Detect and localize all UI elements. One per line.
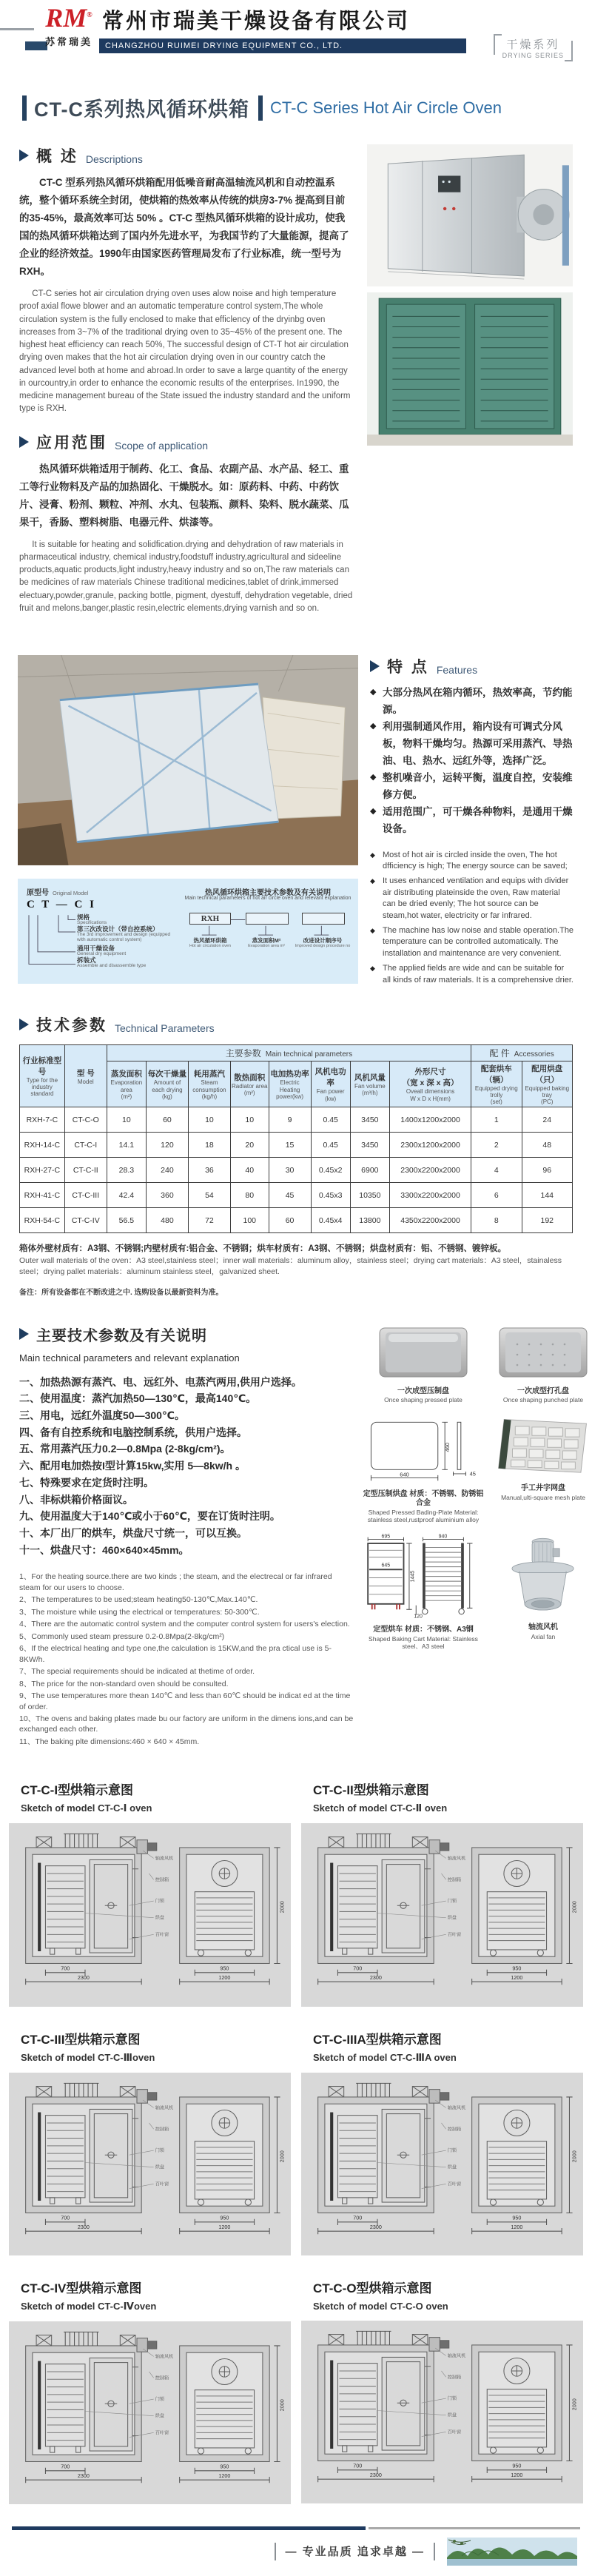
footer-rule [12,2526,580,2530]
list-item: 3、The moisture while using the electrical or temperatures: 50-300℃. [19,1607,260,1617]
sketch-title-en: Sketch of model CT-C-Ⅳoven [21,2300,157,2312]
group-accessories: 配 件 Accessories [471,1044,573,1061]
list-item: 四、备有自控系统和电脑控制系统，供用户选择。 [19,1426,247,1438]
group-main-params: 主要参数 Main technical parameters [107,1044,471,1061]
list-item: 六、配用电加热按I型计算15kw,实用 5—8kw/h 。 [19,1460,246,1472]
product-title [22,93,592,122]
feature-item: ◆ 大部分热风在箱内循环，热效率高，节约能源。 [370,685,574,719]
company-logo [43,4,95,48]
wrapped-equipment-photo [18,655,358,865]
table-row [20,1183,573,1208]
axial-fan-caption-cn: 轴流风机 [528,1623,558,1631]
model-explanation-box [18,879,358,984]
main-params-heading [19,1324,354,1345]
sketch-ct-c-4 [9,2278,291,2504]
tech-params-section [0,1013,592,1297]
cell: 240 [146,1158,188,1183]
cell: CT-C-IV [64,1208,107,1233]
overview-text-column [19,144,354,630]
cart-drawing [360,1534,487,1620]
pressed-plate-photo [375,1324,471,1381]
product-title-en: CT-C Series Hot Air Circle Oven [270,98,502,117]
feature-item: ◆ The machine has low noise and stable operation.The temperature can be controlled automatically. The installation and maintenance are very convenient. [370,925,574,959]
shaped-plate-caption-cn: 定型压制烘盘 材质：不锈钢、防锈铝合金 [363,1489,484,1508]
features-column [370,655,574,990]
rxh-title-cn: 热风循环烘箱主要技术参数及有关说明 [205,888,331,897]
cell: 24 [522,1107,572,1133]
rxh-diagram [184,886,352,976]
feature-item: ◆ 利用强制通风作用，箱内设有可调式分风板，物料干燥均匀。热源可采用蒸汽、导热油、电、热水、远红外等，选择广泛。 [370,719,574,770]
svg-text:640: 640 [400,1472,409,1479]
cell: 0.45x3 [311,1183,350,1208]
col-tray: 配用烘盘 （只） Equipped baking tray (PC) [522,1061,572,1107]
col-evaporation: 蒸发面积 Evaporation area (m²) [107,1061,146,1107]
landscape-photo [447,2538,577,2566]
sketch-ct-c-3a [301,2029,583,2255]
sketch-panel [9,2073,291,2255]
sketch-title-cn: CT-C-I型烘箱示意图 [21,1783,134,1798]
list-item: 5、Commonly used steam pressure 0.2-0.8Mpa(2-8kg/cm²) [19,1631,225,1641]
section-arrow-icon [19,1019,29,1030]
sketch-title-cn: CT-C-II型烘箱示意图 [313,1783,429,1798]
svg-text:695: 695 [381,1534,391,1540]
cell: 10 [188,1107,230,1133]
cell: 10 [230,1107,269,1133]
sketch-panel [9,1823,291,2006]
cell: RXH-27-C [20,1158,65,1183]
cell: 120 [146,1133,188,1158]
logo-mark-icon: RM® [45,3,92,33]
cart-caption-cn: 定型烘车 材质：不锈钢、A3钢 [373,1626,474,1634]
punched-plate-figure [494,1324,592,1404]
pressed-plate-caption-cn: 一次成型压制盘 [397,1386,449,1395]
sketch-title-cn: CT-C-IIIA型烘箱示意图 [313,2032,442,2047]
series-label-cn: 干燥系列 [506,38,560,51]
features-heading-en: Features [436,664,478,677]
list-item: 4、There are the automatic control system and the computer control system for users's election. [19,1620,350,1629]
model-code-diagram [24,886,179,976]
overview-heading [19,144,354,167]
slogan-bar-icon [275,2543,276,2560]
cell: 0.45x4 [311,1208,350,1233]
series-badge [494,34,573,61]
cell: 80 [230,1183,269,1208]
cell: 2300x1200x2000 [389,1133,471,1158]
application-body-en: It is suitable for heating and solidfication.drying and dehydration of raw materials in pharmaceutical industry, chemical industry,foodstuff industry,agricultural and sideeline products,aquatic products,light industry,heavy industry and so on,The raw materials can be medicines of raw materials Chinese traditional medicines,tablet of drink,immersed electuary,powder,granule, packing bottle, pigment, dyestuff, dehydration vegetable, dried fruit and melons,banger,plastic resin,electric elements,drying varnish and so on. [19,540,353,613]
main-params-heading-cn: 主要技术参数及有关说明 [36,1327,207,1344]
cell: 3450 [350,1107,389,1133]
sketch-row [9,1780,583,2006]
table-row [20,1208,573,1233]
table-row [20,1158,573,1183]
rxh-label-procedure: 改进设计顺序号 Improved design procedure no [295,936,351,949]
sketch-title-en: Sketch of model CT-C-O oven [313,2300,448,2312]
list-item: 八、非标烘箱价格面议。 [19,1493,133,1506]
rxh-procedure-box [302,913,345,925]
cell: 10 [107,1107,146,1133]
mesh-plate-caption-cn: 手工井字网盘 [521,1484,565,1493]
list-item: 五、常用蒸汽压力0.2—0.8Mpa (2-8kg/cm²)。 [19,1443,231,1455]
overview-heading-cn: 概 述 [36,148,78,165]
cell: 28.3 [107,1158,146,1183]
footer-slogan [275,2543,435,2560]
main-params-section [0,1324,592,1749]
section-arrow-icon [19,436,29,448]
params-list-en [19,1572,354,1747]
overview-body-cn: CT-C 型系列热风循环烘箱配用低噪音耐高温轴流风机和自动控温系统，整个循环系统全封闭，使烘箱的热效率从传统的烘房3-7% 提高到目前的35-45%，最高效率可达 50% 。CT-C 型热风循环烘箱的设计成功，使我国的热风循环烘箱达到了国内外先进水平，为我国节约了大量能源，提高了企业的经济效益。1990年由国家医药管理局发布了行业标准，统一型号为RXH。 [19,177,349,278]
params-list-cn [19,1374,354,1558]
sketch-title-en: Sketch of model CT-C-ⅢA oven [313,2051,457,2063]
cell: CT-C-II [64,1158,107,1183]
rxh-label-area: 蒸发面积M² Evaporation area m² [248,936,285,949]
list-item: 十一、烘盘尺寸：460×640×45mm。 [19,1543,189,1556]
punched-plate-caption-cn: 一次成型打孔盘 [517,1386,569,1395]
svg-text:645: 645 [381,1563,391,1569]
main-params-heading-en: Main technical parameters and relevant explanation [19,1352,240,1364]
cell: 45 [269,1183,311,1208]
cell: RXH-14-C [20,1133,65,1158]
cell: 3300x2200x2000 [389,1183,471,1208]
cell: 4 [471,1158,522,1183]
features-section [0,655,592,990]
section-arrow-icon [370,660,380,672]
header-rule [0,28,34,30]
list-item: 7、The special requirements should be indicated at thetime of order. [19,1667,255,1677]
cell: 0.45x2 [311,1158,350,1183]
cell: 8 [471,1208,522,1233]
footer-bottom [15,2538,577,2566]
cell: 480 [146,1208,188,1233]
section-arrow-icon [19,1328,29,1340]
cell: 56.5 [107,1208,146,1233]
rxh-area-box [246,913,289,925]
col-electric: 电加热功率 Electric Heating power(kw) [269,1061,311,1107]
page-header [0,0,592,61]
materials-note-cn: 箱体外壁材质有：A3钢、不锈钢;内壁材质有:铝合金、不锈钢；烘车材质有：A3钢、不锈钢；烘盘材质有：铝、不锈钢、镀锌板。 [19,1244,507,1254]
feature-item: ◆ Most of hot air is circled inside the oven, The hot dfficiency is high; The energy source can be saved; [370,850,574,873]
sketch-ct-c-2 [301,1780,583,2006]
company-name-en: CHANGZHOU RUIMEI DRYING EQUIPMENT CO., LTD. [99,38,466,53]
original-model-label: 原型号 Original Model [27,888,89,897]
tech-heading [19,1013,573,1036]
sketch-row [9,2029,583,2255]
mesh-plate-caption-en: Manual,ulti-square mesh plate [501,1493,585,1501]
footer-rule-gray [369,2527,580,2529]
feature-item: ◆ 适用范围广，可干燥各种物料，是通用干燥设备。 [370,804,574,838]
cell: 48 [522,1133,572,1158]
table-row [20,1107,573,1133]
model-code: C T — C I [27,898,96,910]
svg-text:120: 120 [414,1614,423,1620]
cell: 42.4 [107,1183,146,1208]
cell: 9 [269,1107,311,1133]
cell: 10350 [350,1183,389,1208]
list-item: 三、用电，远红外温度50—300℃。 [19,1409,185,1422]
cell: 100 [230,1208,269,1233]
remark-note: 备注：所有设备都在不断改进之中. 选购设备以最新资料为准。 [19,1288,223,1297]
cell: CT-C-I [64,1133,107,1158]
tech-heading-en: Technical Parameters [115,1022,215,1034]
mesh-plate-photo [494,1414,592,1478]
list-item: 11、The baking plte dimensions:460 × 640 × 45mm. [19,1737,200,1746]
model-label-spec: 规格 Specifications [77,913,107,925]
feature-item: ◆ It uses enhanced ventilation and equips with divider air distributing plateinside the oven, Raw material can be dried evenly; The hot source can be steam,hot water, electricity or far infrared. [370,876,574,922]
sketch-row [9,2278,583,2504]
cell: RXH-54-C [20,1208,65,1233]
sketch-panel [301,2073,583,2255]
cell: 40 [230,1158,269,1183]
title-bar-icon [258,95,263,121]
overview-body-en: CT-C series hot air circulation drying oven uses alow noise and high temperature proof axial flowe blower and an automatic temperature control system,The whole circulation system is the fully enclosed to make that efficlency of the dryinbg oven increases from 3~7% of the traditional drying oven to 35~45% of the present one. The highest heat efficiency can reach 50%, The successful design of CT-T hot air circulation drying oven makes that the hot air circulation drying oven in our country catch the advanced level both at home and abroad.In order to save a large quantity of the energy in ourcountry,in order to enhance the economic results of the enterprises. In1990, the medicine management bureau of the State issued the industry standard and the uniform type is RXH. [19,289,351,414]
features-heading-cn: 特 点 [387,659,429,677]
list-item: 8、The price for the non-standard oven should be consulted. [19,1679,229,1688]
application-body-cn: 热风循环烘箱适用于制药、化工、食品、农副产品、水产品、轻工、重工等行业物料及产品的加热固化、干燥脱水。如：原药料、中药、中药饮片、浸膏、粉剂、颗粒、冲剂、水丸、包装瓶、颜料、染料、脱水蔬菜、瓜果干，香肠、塑料树脂、电器元件、烘漆等。 [19,463,349,528]
sketch-title-cn: CT-C-III型烘箱示意图 [21,2032,141,2047]
cell: 1400x1200x2000 [389,1107,471,1133]
tech-heading-cn: 技术参数 [36,1016,107,1034]
sketch-title-cn: CT-C-O型烘箱示意图 [313,2281,432,2295]
cell: 6 [471,1183,522,1208]
punched-plate-photo [495,1324,591,1381]
cell: 14.1 [107,1133,146,1158]
oven-photo-stainless [367,144,573,286]
table-row [20,1133,573,1158]
list-item: 九、使用温度大于140℃或小于60℃，要在订货时注明。 [19,1510,280,1523]
cell: 15 [269,1133,311,1158]
cell: 1 [471,1107,522,1133]
materials-note-en: Outer wall materials of the oven：A3 steel,stainless steel；inner wall materials：aluminum alloy，stainless steel；drying cart materials：A3 steel，stainaless steel；drying pallet materials：aluminum stainless steel，galvanized sheet. [19,1256,562,1276]
cart-figure [360,1534,487,1650]
oven-photo-interior [367,292,573,446]
pressed-plate-caption-en: Once shaping pressed plate [384,1396,462,1404]
registered-icon: ® [87,11,92,19]
overview-heading-en: Descriptions [85,153,143,165]
shaped-plate-figure [360,1414,487,1523]
product-photo-column [367,144,573,630]
cell: 2300x2200x2000 [389,1158,471,1183]
sketches-section [0,1780,592,2503]
svg-text:1445: 1445 [410,1570,416,1583]
list-item: 二、使用温度：蒸汽加热50—130℃，最高140℃。 [19,1392,257,1405]
cell: CT-C-III [64,1183,107,1208]
table-group-row [20,1044,573,1061]
overview-section [0,144,592,630]
sketch-ct-c-3 [9,2029,291,2255]
svg-text:45: 45 [469,1471,477,1478]
col-model: 型 号 Model [64,1044,107,1107]
cell: 6900 [350,1158,389,1183]
cart-caption-en: Shaped Baking Cart Material: Stainless steel、A3 steel [369,1634,478,1650]
cell: 60 [146,1107,188,1133]
sketch-panel [301,2321,583,2503]
footer-rule-navy [12,2526,366,2530]
application-heading [19,431,354,453]
cell: RXH-7-C [20,1107,65,1133]
sketch-title-cn: CT-C-IV型烘箱示意图 [21,2281,142,2295]
list-item: 6、If the electrical heating and type one,the calculation is 15KW,and the pra ctical use is 5-8KW/h. [19,1644,332,1664]
list-item: 2、The temperatures to be used;steam heating50-130℃,Max.140℃. [19,1595,258,1605]
rxh-title-en: Main technical parameters of hot air circle oven and relevant explanation [184,895,352,901]
cell: 20 [230,1133,269,1158]
list-item: 10、The ovens and baking plates made bu our factory are uniform in the dimens ions,and can be exchanged each other. [19,1714,354,1734]
tech-params-table [19,1044,573,1234]
col-steam: 耗用蒸汽 Steam consumption (kg/h) [188,1061,230,1107]
product-title-cn: CT-C系列热风循环烘箱 [34,98,249,121]
list-item: 9、The use temperatures more thean 140℃ and less than 60℃ should be indicat ed at the time of order. [19,1691,351,1711]
plate-drawing [364,1414,482,1483]
sketch-title-en: Sketch of model CT-C-Ⅰ oven [21,1802,152,1814]
col-amount: 每次干燥量 Amount of each drying (kg) [146,1061,188,1107]
cell: 0.45 [311,1133,350,1158]
feature-item: ◆ The applied fields are wide and can be suitable for all kinds of raw materials. It is a comprehensive drier. [370,963,574,986]
cell: 72 [188,1208,230,1233]
workshop-photo-column [18,655,358,990]
axial-fan-caption-en: Axial fan [531,1632,556,1640]
list-item: 七、特殊要求在定货时注明。 [19,1476,154,1489]
cell: 2 [471,1133,522,1158]
rxh-label-oven: 热风循环烘箱 Hot air circulation oven [189,936,231,949]
accessory-figures [360,1324,592,1749]
slogan-bar-icon [434,2543,435,2560]
col-trolley: 配套烘车 （辆） Equipped drying trolly (set) [471,1061,522,1107]
application-heading-en: Scope of application [115,439,209,452]
sketch-title-en: Sketch of model CT-C-Ⅲoven [21,2051,155,2063]
pressed-plate-figure [360,1324,487,1404]
cell: 36 [188,1158,230,1183]
sketch-ct-c-1 [9,1780,291,2006]
series-label-en: DRYING SERIES [502,52,564,59]
cell: 18 [188,1133,230,1158]
shaped-plate-caption-en: Shaped Pressed Bading-Plate Material: stainless steel,rustproof aluminium alloy [367,1508,480,1523]
feature-item: ◆ 整机噪音小，运转平衡，温度自控，安装维修方便。 [370,770,574,804]
cell: 54 [188,1183,230,1208]
cell: 13800 [350,1208,389,1233]
sketch-ct-c-o [301,2278,583,2504]
list-item: 一、加热热源有蒸汽、电、远红外、电蒸汽两用,供用户选择。 [19,1375,302,1388]
cell: 60 [269,1208,311,1233]
cell: 144 [522,1183,572,1208]
rxh-code-box: RXH [189,913,231,925]
cell: 96 [522,1158,572,1183]
cell: 360 [146,1183,188,1208]
sketch-panel [301,1823,583,2006]
page-footer [0,2526,592,2576]
svg-text:460: 460 [443,1443,451,1452]
title-bar-icon [22,95,27,121]
features-list-en [370,850,574,986]
col-dimensions: 外形尺寸 （宽 x 深 x 高） Oveall dimensions W x D x H(mm) [389,1061,471,1107]
punched-plate-caption-en: Once shaping punched plate [502,1396,584,1404]
list-item: 1、For the heating source.there are two kinds ; the steam, and the electrecal or far infrared steam for our users to choose. [19,1572,332,1592]
cell: 3450 [350,1133,389,1158]
cell: 0.45 [311,1107,350,1133]
svg-text:940: 940 [438,1534,448,1540]
col-fan-power: 风机电功率 Fan power (kw) [311,1061,350,1107]
col-standard: 行业标准型号 Type for the industry standard [20,1044,65,1107]
section-arrow-icon [19,150,29,161]
cell: CT-C-O [64,1107,107,1133]
logo-subtext: 苏常瑞美 [44,36,92,47]
axial-fan-figure [494,1534,592,1650]
features-list-cn [370,685,574,837]
main-params-text [19,1324,354,1749]
cell: RXH-41-C [20,1183,65,1208]
list-item: 十、本厂出厂的烘车，烘盘尺寸统一，可以互换。 [19,1526,247,1539]
cell: 30 [269,1158,311,1183]
sketch-title-en: Sketch of model CT-C-Ⅱ oven [313,1802,448,1814]
model-label-improve: 第三次改设计（带自控系统） The 3rd improvement and design (equipped with automatic control system) [77,925,171,942]
cell: 4350x2200x2000 [389,1208,471,1233]
company-name-cn: 常州市瑞美干燥设备有限公司 [102,10,411,33]
rxh-lines [184,886,352,976]
col-fan-volume: 风机风量 Fan volume (m³/h) [350,1061,389,1107]
application-heading-cn: 应用范围 [36,434,107,452]
model-label-assemble: 拆装式 Assemble and disassemble type [77,956,147,968]
axial-fan-photo [505,1534,582,1617]
mesh-plate-figure [494,1414,592,1523]
slogan-text: — 专业品质 追求卓越 — [285,2546,425,2559]
col-radiator: 散热面积 Radiator area (m²) [230,1061,269,1107]
cell: 192 [522,1208,572,1233]
sketch-panel [9,2321,291,2504]
features-heading [370,655,574,677]
model-label-general: 通用干燥设备 General dry equipment [77,944,127,956]
